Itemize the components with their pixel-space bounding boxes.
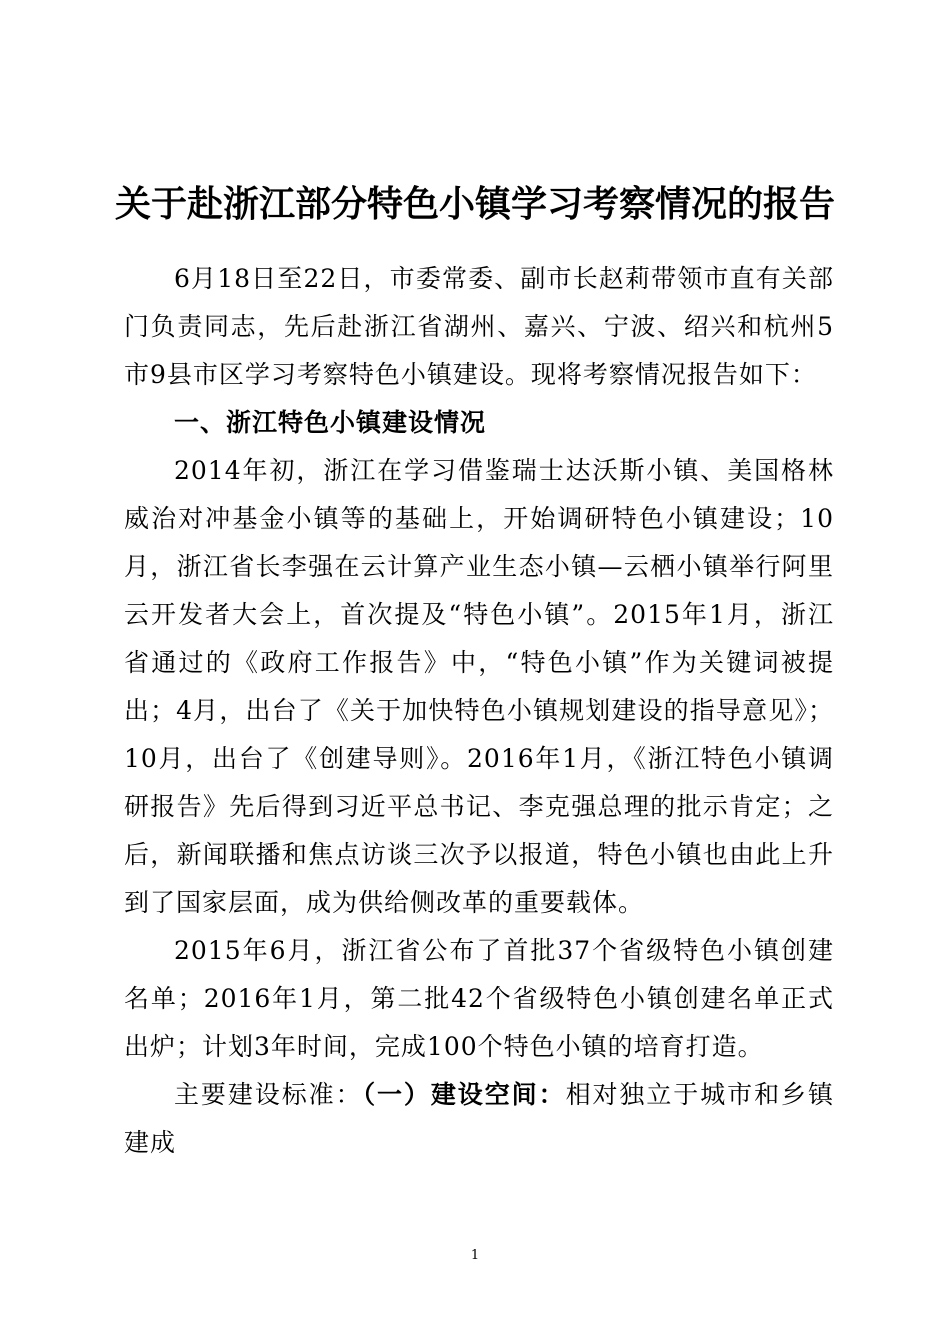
- page-number: 1: [470, 1248, 480, 1263]
- paragraph-standards: [124, 1071, 834, 1167]
- section-heading-1: 一、浙江特色小镇建设情况: [174, 408, 487, 437]
- document-title: 关于赴浙江部分特色小镇学习考察情况的报告: [114, 183, 835, 225]
- paragraph-lists: 2015年6月，浙江省公布了首批37个省级特色小镇创建名单；2016年1月，第二批42个省级特色小镇创建名单正式出炉；计划3年时间，完成100个特色小镇的培育打造。: [124, 936, 834, 1061]
- standards-item-1-text: 相对独立于城市和乡镇建成: [124, 1080, 834, 1157]
- standards-lead: 主要建设标准：: [174, 1080, 363, 1109]
- paragraph-history: 2014年初，浙江在学习借鉴瑞士达沃斯小镇、美国格林威治对冲基金小镇等的基础上，开始调研特色小镇建设；10月，浙江省长李强在云计算产业生态小镇—云栖小镇举行阿里云开发者大会上，首次提及“特色小镇”。2015年1月，浙江省通过的《政府工作报告》中，“特色小镇”作为关键词被提出；4月，出台了《关于加快特色小镇规划建设的指导意见》；10月，出台了《创建导则》。2016年1月，《浙江特色小镇调研报告》先后得到习近平总书记、李克强总理的批示肯定；之后，新闻联播和焦点访谈三次予以报道，特色小镇也由此上升到了国家层面，成为供给侧改革的重要载体。: [124, 456, 834, 917]
- standards-item-1-label: （一）建设空间：: [362, 1080, 566, 1109]
- paragraph-intro: 6月18日至22日，市委常委、副市长赵莉带领市直有关部门负责同志，先后赴浙江省湖州、嘉兴、宁波、绍兴和杭州5市9县市区学习考察特色小镇建设。现将考察情况报告如下：: [124, 264, 834, 389]
- document-body: [124, 255, 834, 1167]
